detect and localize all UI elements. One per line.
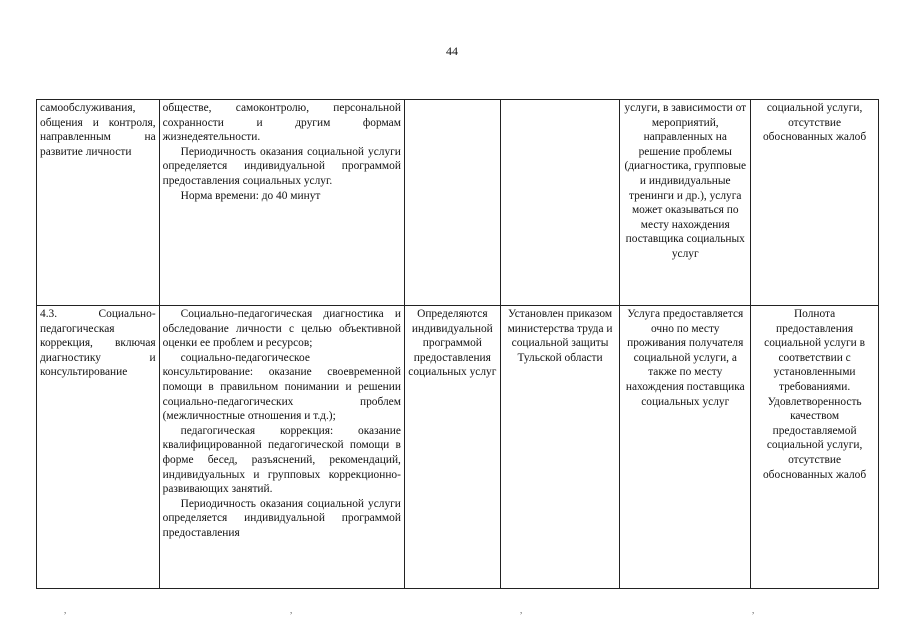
conditions-cell: Услуга предоставляется очно по месту проживания получателя социальной услуги, а также по месту нахождения поставщика социальных услуг	[620, 306, 751, 589]
tariff-cell	[500, 100, 620, 306]
description-paragraph: социально-педагогическое консультирование: оказание своевременной помощи в правильном понимании и решении социально-педагогических проблем (межличностные отношения и т.д.);	[162, 351, 401, 423]
description-paragraph: Периодичность оказания социальной услуги определяется индивидуальной программой предоставления социальных услуг.	[162, 145, 401, 187]
description-paragraph: Норма времени: до 40 минут	[180, 189, 321, 202]
description-paragraph: обществе, самоконтролю, персональной сохранности и другим формам жизнедеятельности.	[162, 102, 401, 144]
table-row	[37, 306, 879, 589]
scan-mark: ,	[64, 605, 67, 615]
description-paragraph: педагогическая коррекция: оказание квалифицированной педагогической помощи в форме бесед, разъяснений, рекомендаций, индивидуальных и групповых коррекционно-развивающих занятий.	[162, 424, 401, 496]
volume-cell: Определяются индивидуальной программой предоставления социальных услуг	[404, 306, 500, 589]
services-table	[36, 99, 879, 589]
scan-mark: ,	[752, 605, 755, 615]
quality-cell: Полнота предоставления социальной услуги в соответствии с установленными требованиями. Удовлетворенность качеством предоставляемой социальной услуги, отсутствие обоснованных жалоб	[751, 306, 879, 589]
volume-cell	[404, 100, 500, 306]
table-row	[37, 100, 879, 306]
service-description-cell	[159, 100, 404, 306]
service-name-cell: самообслуживания, общения и контроля, направленным на развитие личности	[37, 100, 160, 306]
scan-mark: ,	[520, 605, 523, 615]
conditions-cell: услуги, в зависимости от мероприятий, направленных на решение проблемы (диагностика, групповые и индивидуальные тренинги и др.), услуга может оказываться по месту нахождения поставщика социальных услуг	[620, 100, 751, 306]
service-description-cell	[159, 306, 404, 589]
scan-mark: ,	[290, 605, 293, 615]
quality-cell: социальной услуги, отсутствие обоснованных жалоб	[751, 100, 879, 306]
page-number: 44	[446, 44, 458, 58]
description-paragraph: Социально-педагогическая диагностика и обследование личности с целью объективной оценки ее проблем и ресурсов;	[162, 308, 401, 350]
tariff-cell: Установлен приказом министерства труда и социальной защиты Тульской области	[500, 306, 620, 589]
description-paragraph: Периодичность оказания социальной услуги определяется индивидуальной программой предоставления	[162, 497, 401, 539]
scan-marks	[0, 605, 904, 615]
service-name-cell: 4.3. Социально-педагогическая коррекция, включая диагностику и консультирование	[37, 306, 160, 589]
